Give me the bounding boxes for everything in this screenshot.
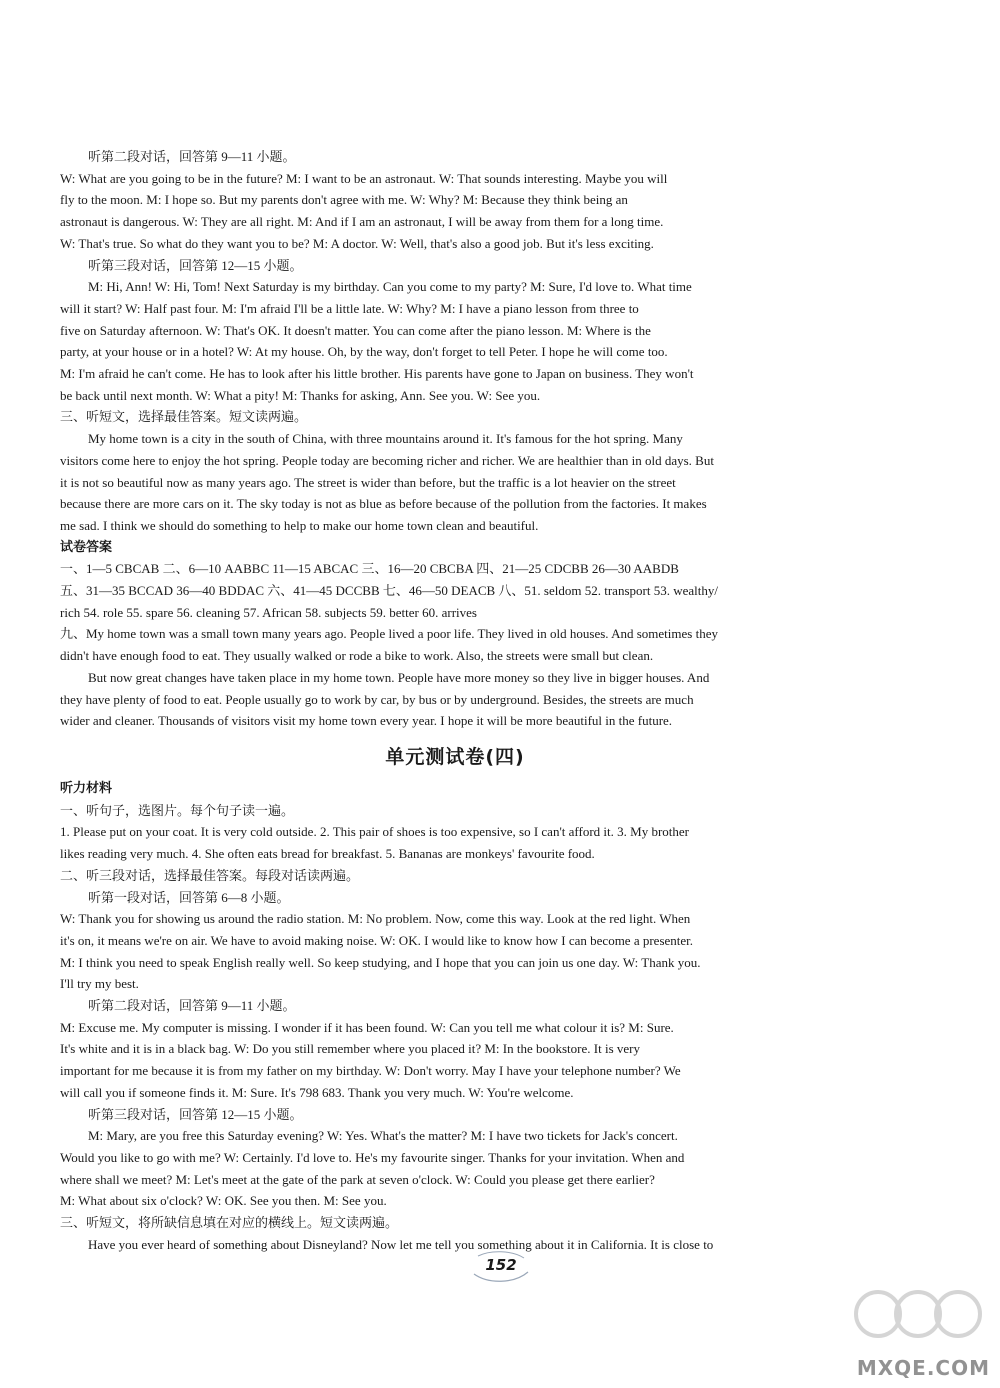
listening-transcript [60, 800, 850, 1256]
text-line: 听第一段对话，回答第 6—8 小题。 [88, 889, 290, 905]
text-line: because there are more cars on it. The sky today is not as blue as before because of the pollution from the factories. It makes [60, 496, 707, 512]
answer-key [60, 558, 850, 732]
text-line: 听第二段对话，回答第 9—11 小题。 [88, 149, 296, 164]
text-line: 听第二段对话，回答第 9—11 小题。 [88, 998, 296, 1014]
watermark-text: MXQE.COM [856, 1356, 990, 1380]
text-line: rich 54. role 55. spare 56. cleaning 57. African 58. subjects 59. better 60. arrives [60, 604, 477, 620]
text-line: Have you ever heard of something about Disneyland? Now let me tell you something about it in California. It is close to [88, 1236, 714, 1252]
text-line: me sad. I think we should do something to help to make our home town clean and beautiful. [60, 517, 539, 533]
unit-title: 单元测试卷(四) [385, 745, 525, 768]
text-line: it's on, it means we're on air. We have to avoid making noise. W: OK. I would like to know how I can become a presenter. [60, 932, 694, 948]
text-line: 听第三段对话，回答第 12—15 小题。 [88, 1106, 303, 1122]
text-line: M: I think you need to speak English really well. So keep studying, and I hope that you can join us one day. W: Thank you. [60, 954, 701, 970]
answers-heading: 试卷答案 [60, 539, 113, 555]
text-line: they have plenty of food to eat. People usually go to work by car, by bus or by underground. Besides, the streets are much [60, 691, 694, 707]
text-line: astronaut is dangerous. W: They are all right. M: And if I am an astronaut, I will be away from them for a long time. [60, 214, 664, 230]
text-line: 三、听短文，将所缺信息填在对应的横线上。短文读两遍。 [60, 1215, 399, 1231]
text-line: five on Saturday afternoon. W: That's OK. It doesn't matter. You can come after the piano lesson. M: Where is the [60, 322, 651, 338]
text-line: wider and cleaner. Thousands of visitors visit my home town every year. I hope it will be more beautiful in the future. [60, 713, 673, 729]
text-line: fly to the moon. M: I hope so. But my parents don't agree with me. W: Why? M: Because they think being an [60, 192, 628, 208]
text-line: it is not so beautiful now as many years ago. The street is wider than before, but the traffic is a lot heavier on the street [60, 474, 676, 490]
text-line: M: What about six o'clock? W: OK. See you then. M: See you. [60, 1193, 387, 1209]
document-page [60, 146, 850, 1255]
text-line: 1. Please put on your coat. It is very cold outside. 2. This pair of shoes is too expensive, so I can't afford it. 3. My brother [60, 824, 689, 840]
text-line: M: Mary, are you free this Saturday evening? W: Yes. What's the matter? M: I have two tickets for Jack's concert. [88, 1128, 678, 1144]
listening-transcript-continued [60, 146, 850, 537]
text-line: will call you if someone finds it. M: Sure. It's 798 683. Thank you very much. W: You're welcome. [60, 1084, 574, 1100]
text-line: My home town is a city in the south of China, with three mountains around it. It's famous for the hot spring. Many [88, 431, 683, 447]
text-line: M: Excuse me. My computer is missing. I wonder if it has been found. W: Can you tell me what colour it is? M: Sure. [60, 1019, 674, 1035]
text-line: 五、31—35 BCCAD 36—40 BDDAC 六、41—45 DCCBB 七、46—50 DEACB 八、51. seldom 52. transport 53. wealthy/ [60, 583, 718, 599]
text-line: likes reading very much. 4. She often eats bread for breakfast. 5. Bananas are monkeys' favourite food. [60, 846, 595, 862]
text-line: didn't have enough food to eat. They usually walked or rode a bike to work. Also, the streets were small but clean. [60, 648, 654, 664]
text-line: W: That's true. So what do they want you to be? M: A doctor. W: Well, that's also a good job. But it's less exciting. [60, 235, 654, 251]
text-line: 九、My home town was a small town many years ago. People lived a poor life. They lived in old houses. And sometimes they [60, 626, 718, 642]
text-line: be back until next month. W: What a pity! M: Thanks for asking, Ann. See you. W: See you. [60, 387, 541, 403]
text-line: 听第三段对话，回答第 12—15 小题。 [88, 257, 303, 273]
text-line: Would you like to go with me? W: Certainly. I'd love to. He's my favourite singer. Thanks for your invitation. When and [60, 1149, 685, 1165]
text-line: M: Hi, Ann! W: Hi, Tom! Next Saturday is my birthday. Can you come to my party? M: Sure, I'd love to. What time [88, 279, 692, 295]
text-line: visitors come here to enjoy the hot spring. People today are becoming richer and richer. We are healthier than in old days. But [60, 452, 714, 468]
text-line: will it start? W: Half past four. M: I'm afraid I'll be a little late. W: Why? M: I have a piano lesson from three to [60, 300, 639, 316]
text-line: important for me because it is from my father on my birthday. W: Don't worry. May I have your telephone number? We [60, 1063, 681, 1079]
text-line: 一、听句子，选图片。每个句子读一遍。 [60, 802, 295, 818]
text-line: W: What are you going to be in the future? M: I want to be an astronaut. W: That sounds interesting. Maybe you will [60, 170, 668, 186]
text-line: 三、听短文，选择最佳答案。短文读两遍。 [60, 409, 308, 425]
text-line: But now great changes have taken place in my home town. People have more money so they live in bigger houses. And [88, 669, 710, 685]
text-line: where shall we meet? M: Let's meet at the gate of the park at seven o'clock. W: Could you please get there earlier? [60, 1171, 655, 1187]
listening-heading: 听力材料 [60, 780, 113, 796]
text-line: I'll try my best. [60, 976, 139, 992]
text-line: M: I'm afraid he can't come. He has to look after his little brother. His parents have gone to Japan on business. They won't [60, 366, 694, 382]
text-line: W: Thank you for showing us around the radio station. M: No problem. Now, come this way. Look at the red light. When [60, 911, 691, 927]
text-line: party, at your house or in a hotel? W: At my house. Oh, by the way, don't forget to tell Peter. I hope he will come too. [60, 344, 668, 360]
text-line: 二、听三段对话，选择最佳答案。每段对话读两遍。 [60, 867, 360, 883]
text-line: It's white and it is in a black bag. W: Do you still remember where you placed it? M: In the bookstore. It is very [60, 1041, 640, 1057]
page-number: 152 [485, 1256, 517, 1274]
text-line: 一、1—5 CBCAB 二、6—10 AABBC 11—15 ABCAC 三、16—20 CBCBA 四、21—25 CDCBB 26—30 AABDB [60, 561, 679, 577]
